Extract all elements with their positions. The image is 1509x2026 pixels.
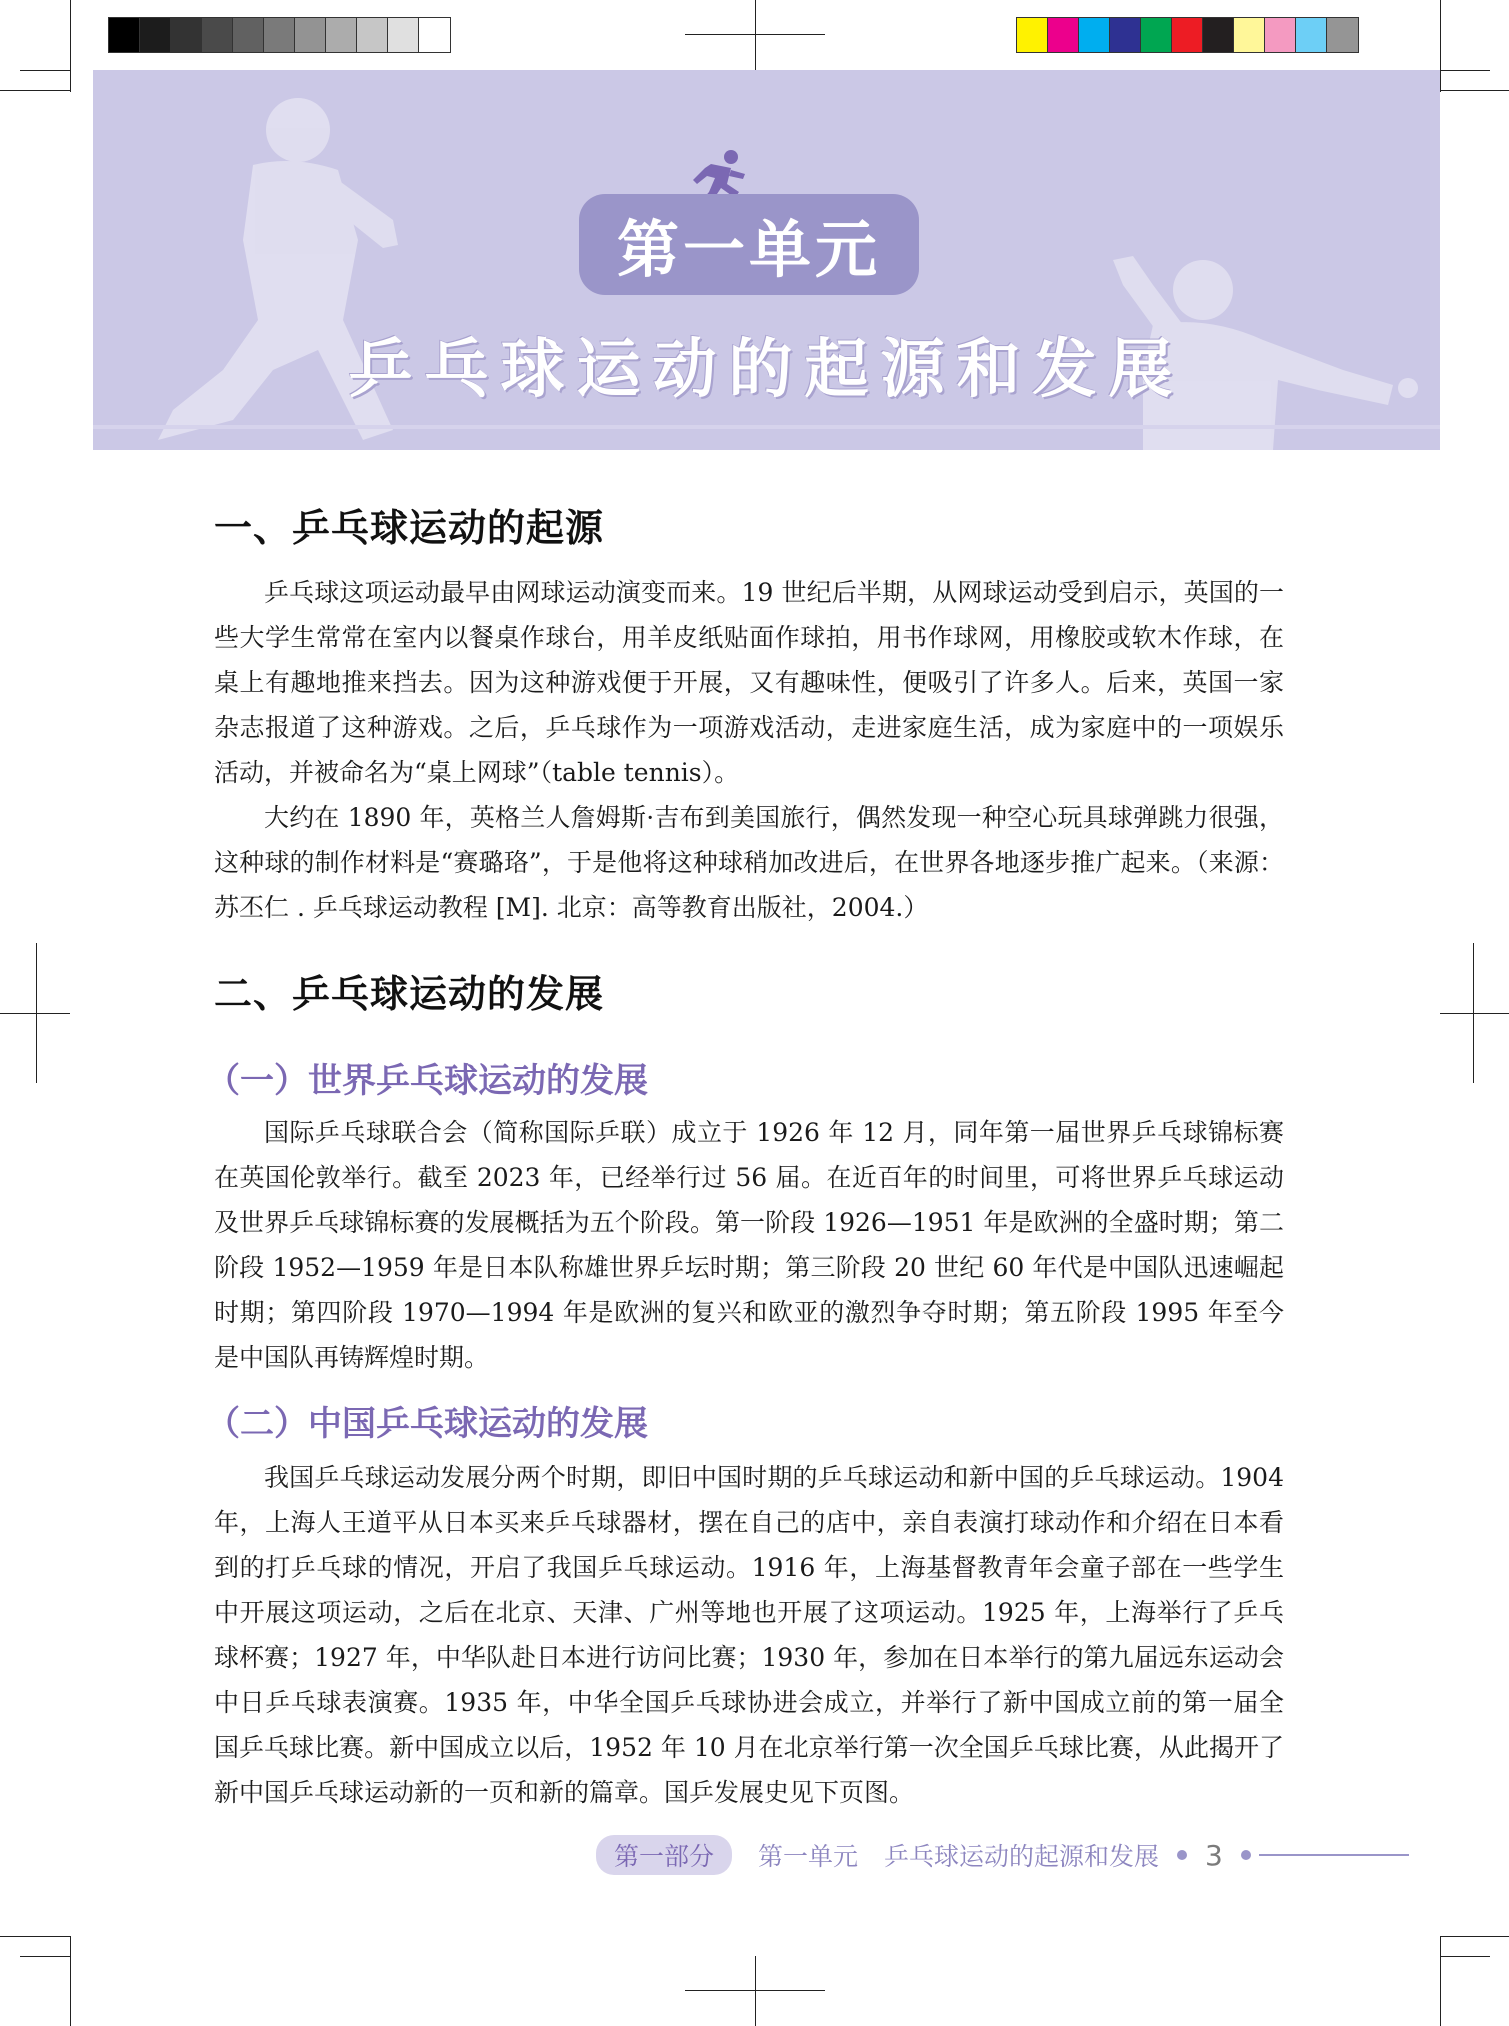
color-swatch [419, 18, 450, 52]
footer-chapter-title: 乒乓球运动的起源和发展 [884, 1842, 1160, 1871]
footer-dot [1241, 1850, 1251, 1860]
crop-mark [1440, 90, 1509, 91]
color-swatch [1203, 18, 1234, 52]
subsection1-paragraph: 国际乒乓球联合会（简称国际乒联）成立于 1926 年 12 月，同年第一届世界乒乓球锦标赛在英国伦敦举行。截至 2023 年，已经举行过 56 届。在近百年的时间里，可将世界乒乓球运动及世界乒乓球锦标赛的发展概括为五个阶段。第一阶段 1926—1951 年是欧洲的全盛时期；第二阶段 1952—1959 年是日本队称雄世界乒坛时期；第三阶段 20 世纪 60 年代是中国队迅速崛起时期；第四阶段 1970—1994 年是欧洲的复兴和欧亚的激烈争夺时期；第五阶段 1995 年至今是中国队再铸辉煌时期。 [214, 1118, 1284, 1372]
color-swatch [202, 18, 233, 52]
subsection1-heading: （一）世界乒乓球运动的发展 [206, 1061, 648, 1101]
color-bar [1016, 17, 1359, 53]
crop-mark [755, 0, 756, 70]
footer-dot [1177, 1850, 1187, 1860]
color-swatch [295, 18, 326, 52]
footer-unit-label: 第一单元 [758, 1842, 859, 1871]
section1-paragraph-1: 乒乓球这项运动最早由网球运动演变而来。19 世纪后半期，从网球运动受到启示，英国的一些大学生常常在室内以餐桌作球台，用羊皮纸贴面作球拍，用书作球网，用橡胶或软木作球，在桌上有趣地推来挡去。因为这种游戏便于开展，又有趣味性，便吸引了许多人。后来，英国一家杂志报道了这种游戏。之后，乒乓球作为一项游戏活动，走进家庭生活，成为家庭中的一项娱乐活动，并被命名为“桌上网球”（table tennis）。 [214, 578, 1284, 787]
section1-paragraph-2: 大约在 1890 年，英格兰人詹姆斯·吉布到美国旅行，偶然发现一种空心玩具球弹跳力很强，这种球的制作材料是“赛璐珞”，于是他将这种球稍加改进后，在世界各地逐步推广起来。（来源：苏丕仁 . 乒乓球运动教程 [M]. 北京：高等教育出版社，2004.） [214, 803, 1284, 922]
color-swatch [109, 18, 140, 52]
crop-mark [755, 1956, 756, 2026]
color-swatch [1172, 18, 1203, 52]
section1-heading: 一、乒乓球运动的起源 [214, 505, 605, 550]
crop-mark [70, 0, 71, 92]
unit-banner [93, 70, 1440, 450]
color-swatch [357, 18, 388, 52]
crop-mark [70, 1936, 71, 2026]
color-swatch [1265, 18, 1296, 52]
subsection2-heading: （二）中国乒乓球运动的发展 [206, 1404, 648, 1444]
page-number: 3 [1205, 1838, 1223, 1872]
color-swatch [233, 18, 264, 52]
unit-label-box [579, 194, 919, 295]
crop-mark [36, 943, 37, 1083]
unit-title: 乒乓球运动的起源和发展 [348, 333, 1185, 407]
color-swatch [1141, 18, 1172, 52]
color-swatch [1017, 18, 1048, 52]
color-swatch [1079, 18, 1110, 52]
footer-rule [1259, 1854, 1409, 1856]
color-swatch [264, 18, 295, 52]
color-swatch [1110, 18, 1141, 52]
color-swatch [326, 18, 357, 52]
grayscale-bar [108, 17, 451, 53]
color-swatch [1234, 18, 1265, 52]
color-swatch [1296, 18, 1327, 52]
crop-mark [1440, 1956, 1490, 1957]
crop-mark [1440, 0, 1441, 92]
color-swatch [171, 18, 202, 52]
color-swatch [140, 18, 171, 52]
color-swatch [1327, 18, 1358, 52]
crop-mark [0, 1013, 70, 1014]
crop-mark [1440, 1013, 1509, 1014]
crop-mark [20, 70, 70, 71]
crop-mark [20, 1956, 70, 1957]
subsection2-paragraph: 我国乒乓球运动发展分两个时期，即旧中国时期的乒乓球运动和新中国的乒乓球运动。1904 年，上海人王道平从日本买来乒乓球器材，摆在自己的店中，亲自表演打球动作和介绍在日本看到的打乒乓球的情况，开启了我国乒乓球运动。1916 年，上海基督教青年会童子部在一些学生中开展这项运动，之后在北京、天津、广州等地也开展了这项运动。1925 年，上海举行了乒乓球杯赛；1927 年，中华队赴日本进行访问比赛；1930 年，参加在日本举行的第九届远东运动会中日乒乓球表演赛。1935 年，中华全国乒乓球协进会成立，并举行了新中国成立前的第一届全国乒乓球比赛。新中国成立以后，1952 年 10 月在北京举行第一次全国乒乓球比赛，从此揭开了新中国乒乓球运动新的一页和新的篇章。国乒发展史见下页图。 [214, 1463, 1284, 1807]
crop-mark [1440, 1936, 1441, 2026]
page-footer [596, 1837, 1409, 1873]
color-swatch [1048, 18, 1079, 52]
section2-heading: 二、乒乓球运动的发展 [214, 971, 605, 1016]
crop-mark [1440, 1936, 1509, 1937]
crop-mark [1440, 70, 1490, 71]
unit-label: 第一单元 [616, 213, 881, 286]
color-swatch [388, 18, 419, 52]
footer-part-label: 第一部分 [596, 1835, 732, 1875]
crop-mark [1473, 943, 1474, 1083]
crop-mark [0, 1936, 70, 1937]
crop-mark [0, 90, 70, 91]
